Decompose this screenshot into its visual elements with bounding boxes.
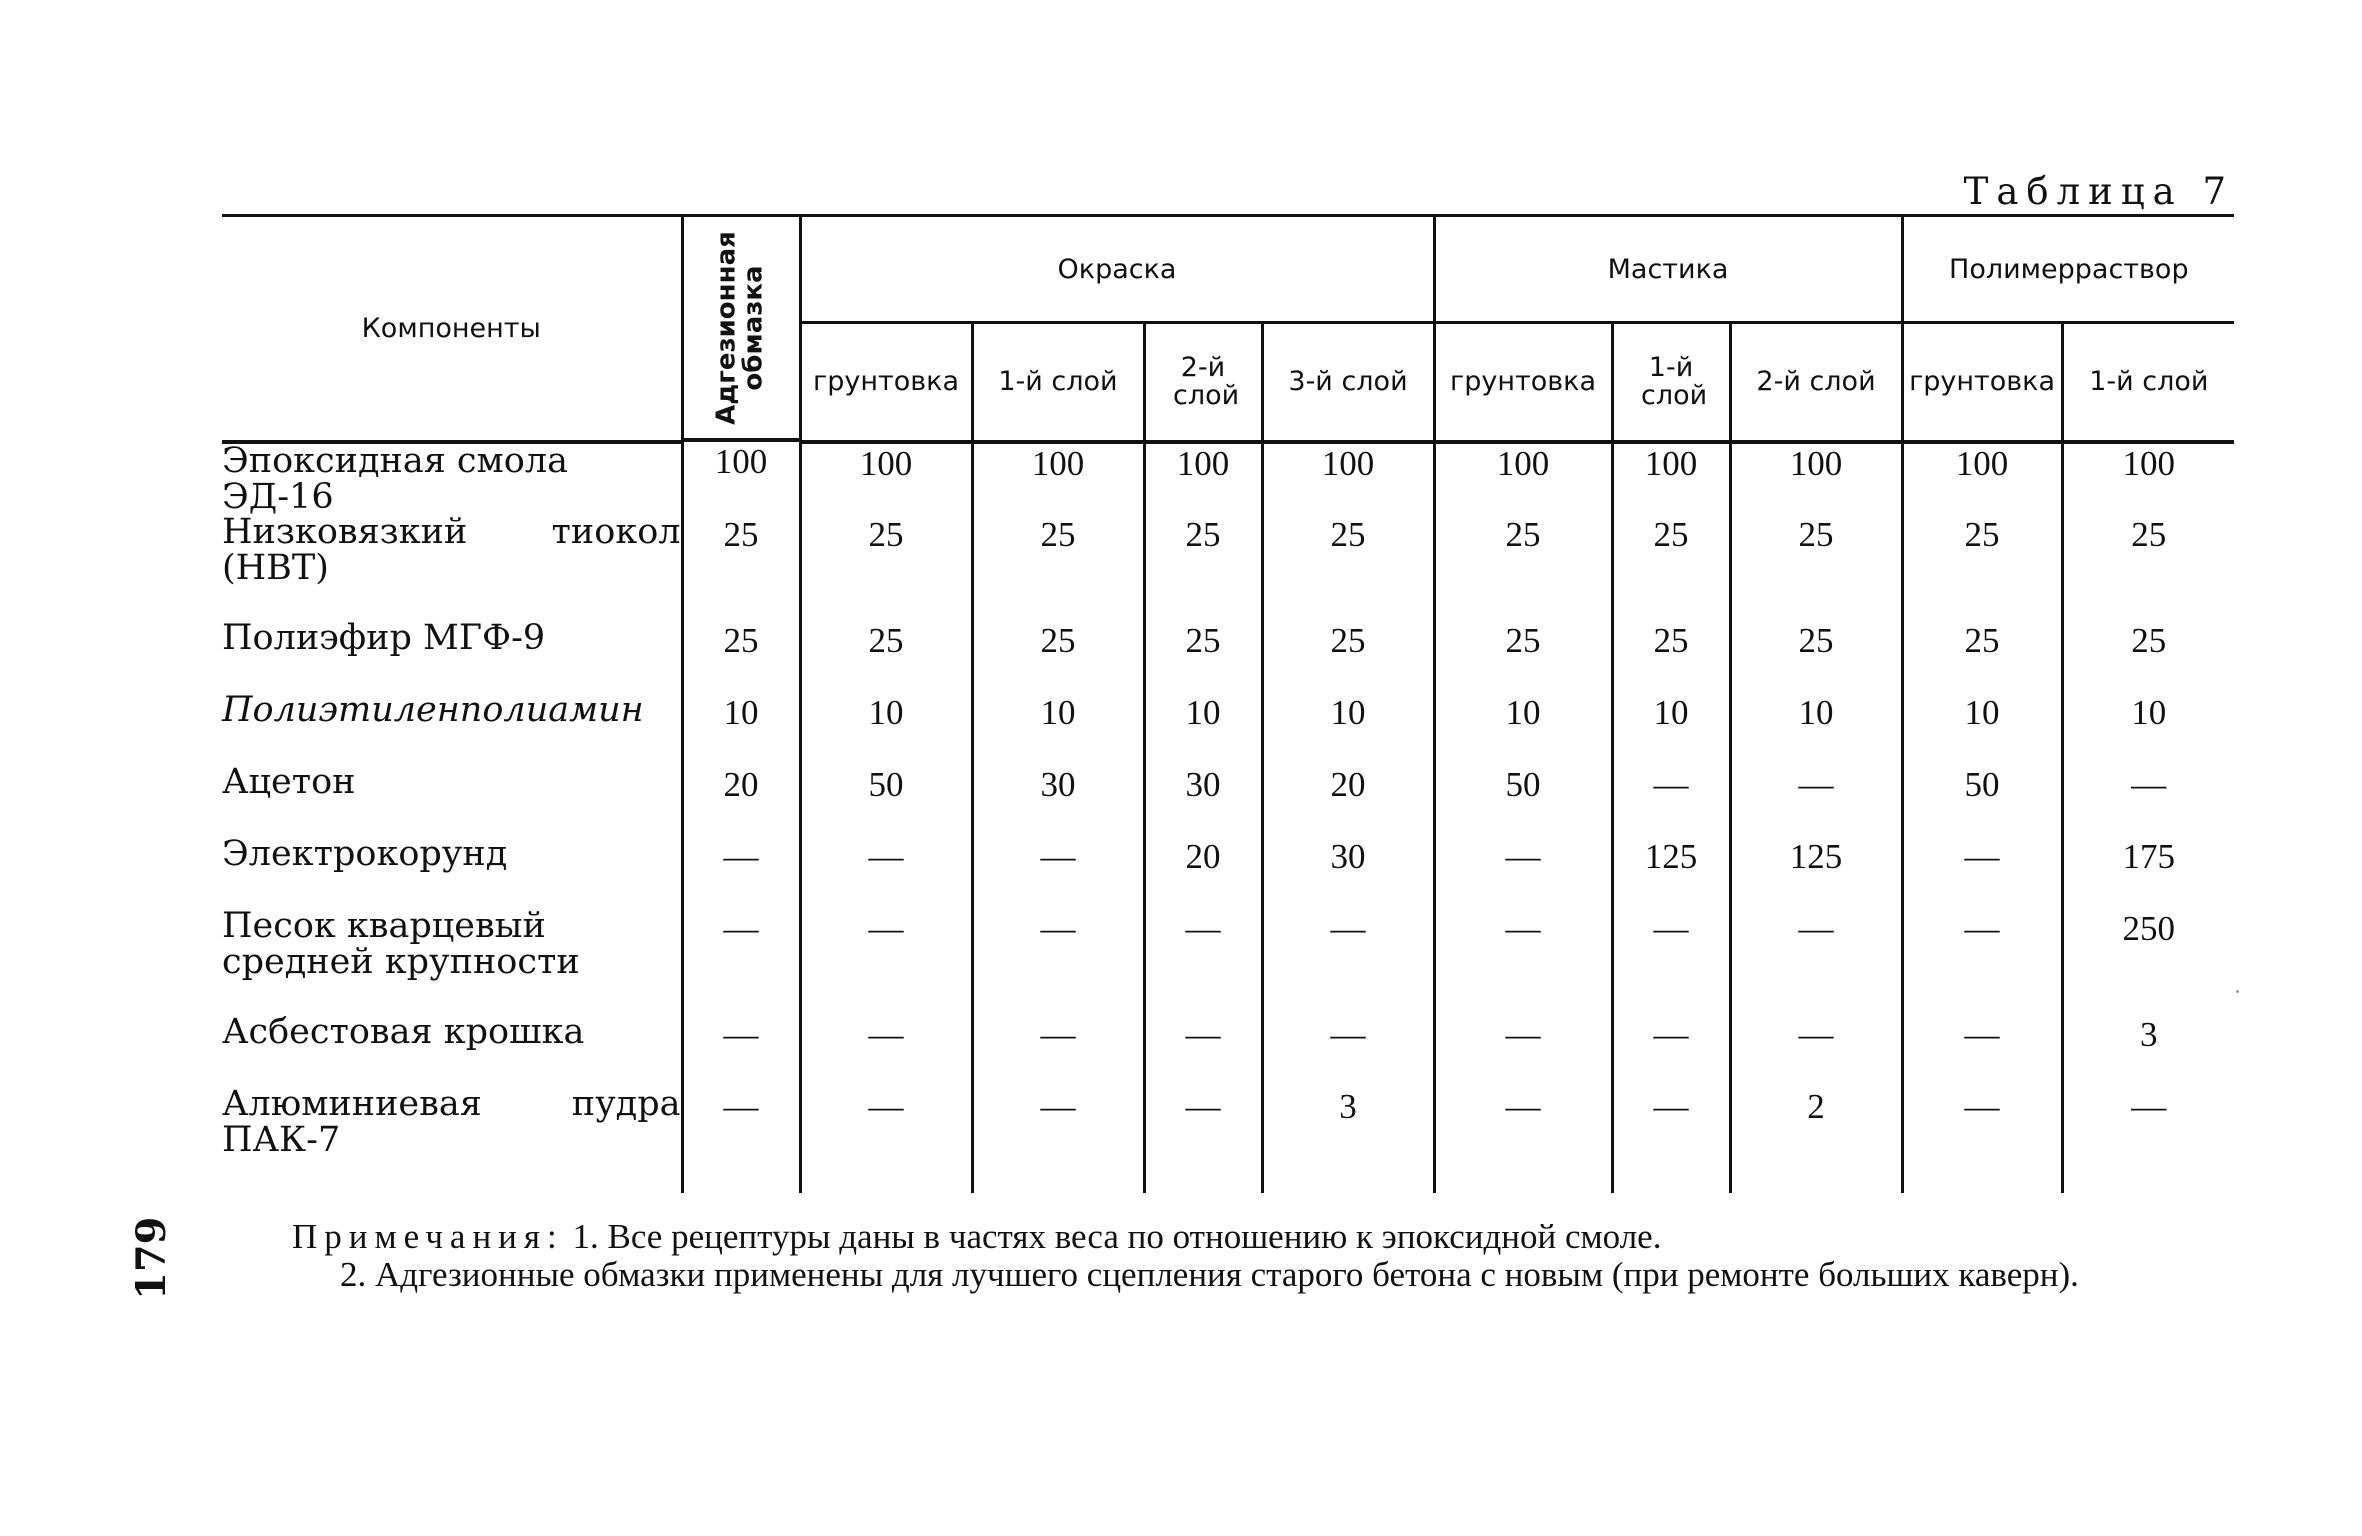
table-cell: — — [1902, 837, 2062, 909]
header-okraska-layer3: 3-й слой — [1262, 323, 1434, 443]
table-cell: — — [1902, 1015, 2062, 1087]
table-cell: 100 — [1902, 442, 2062, 515]
table-cell: 25 — [1612, 515, 1730, 621]
table-cell: — — [682, 1087, 800, 1193]
table-cell: 10 — [1144, 693, 1262, 765]
table-cell: — — [1434, 1015, 1612, 1087]
table-cell: 100 — [972, 442, 1144, 515]
table-cell: — — [972, 1015, 1144, 1087]
header-adhesion-cell — [682, 217, 800, 442]
table-cell: 10 — [1612, 693, 1730, 765]
header-okraska-layer2: 2-й слой — [1144, 323, 1262, 443]
table-cell: 25 — [1730, 621, 1902, 693]
header-components: Компоненты — [222, 217, 682, 442]
header-mastika-layer1: 1-й слой — [1612, 323, 1730, 443]
table-cell: — — [1144, 1087, 1262, 1193]
table-cell: — — [1612, 765, 1730, 837]
table-cell: 25 — [972, 621, 1144, 693]
table-cell: — — [682, 909, 800, 1015]
table-cell: 25 — [1262, 621, 1434, 693]
table-row — [222, 1015, 2234, 1087]
table-cell: — — [1144, 909, 1262, 1015]
header-group-polymer: Полимерраствор — [1902, 217, 2234, 323]
table-cell: 25 — [1434, 515, 1612, 621]
table-cell: 50 — [800, 765, 972, 837]
table-cell: — — [800, 837, 972, 909]
table-cell: — — [972, 837, 1144, 909]
table-cell: 30 — [972, 765, 1144, 837]
note-1 — [222, 1218, 2234, 1256]
table-cell: 100 — [800, 442, 972, 515]
table-notes — [222, 1218, 2234, 1294]
composition-table — [222, 217, 2234, 1193]
table-row — [222, 515, 2234, 621]
component-name: Электрокорунд — [222, 834, 508, 875]
table-cell: 50 — [1434, 765, 1612, 837]
table-cell: 10 — [1434, 693, 1612, 765]
header-mastika-gruntovka: грунтовка — [1434, 323, 1612, 443]
table-cell: 250 — [2062, 909, 2234, 1015]
table-cell: 100 — [2062, 442, 2234, 515]
header-group-okraska: Окраска — [800, 217, 1434, 323]
table-cell: 100 — [1262, 442, 1434, 515]
page-number: 179 — [128, 1216, 175, 1300]
table-cell: 25 — [800, 621, 972, 693]
table-cell: 2 — [1730, 1087, 1902, 1193]
component-name: Асбестовая крошка — [222, 1012, 585, 1053]
table-cell: — — [2062, 765, 2234, 837]
table-cell: 3 — [2062, 1015, 2234, 1087]
table-cell: 10 — [1902, 693, 2062, 765]
table-cell: 25 — [2062, 621, 2234, 693]
table-cell: 10 — [2062, 693, 2234, 765]
note-1-text: 1. Все рецептуры даны в частях веса по отношению к эпоксидной смоле. — [572, 1217, 1662, 1256]
table-row — [222, 765, 2234, 837]
table-cell: 3 — [1262, 1087, 1434, 1193]
table-cell: 25 — [1612, 621, 1730, 693]
table-cell: — — [1434, 837, 1612, 909]
notes-lead: Примечания: — [292, 1217, 564, 1256]
table-row — [222, 1087, 2234, 1193]
table-cell: 30 — [1262, 837, 1434, 909]
table-cell: — — [1434, 909, 1612, 1015]
table-cell: 10 — [972, 693, 1144, 765]
header-polymer-layer1: 1-й слой — [2062, 323, 2234, 443]
table-cell: 30 — [1144, 765, 1262, 837]
table-cell: 100 — [1144, 442, 1262, 515]
header-mastika-layer2: 2-й слой — [1730, 323, 1902, 443]
table-caption: Таблица 7 — [1963, 170, 2234, 213]
table-cell: — — [1612, 1087, 1730, 1193]
table-cell: 100 — [1612, 442, 1730, 515]
table-cell: 50 — [1902, 765, 2062, 837]
table-cell: 25 — [972, 515, 1144, 621]
table-row — [222, 693, 2234, 765]
table-cell: — — [800, 1087, 972, 1193]
table-cell: 25 — [2062, 515, 2234, 621]
table-cell: 100 — [682, 442, 800, 515]
table-row — [222, 442, 2234, 515]
table-cell: 25 — [682, 621, 800, 693]
table-cell: — — [1262, 909, 1434, 1015]
component-name: Полиэфир МГФ-9 — [222, 618, 546, 659]
table-cell: 25 — [800, 515, 972, 621]
table-cell: — — [1434, 1087, 1612, 1193]
table-cell: — — [2062, 1087, 2234, 1193]
table-cell: — — [1730, 909, 1902, 1015]
note-2: 2. Адгезионные обмазки применены для лучшего сцепления старого бетона с новым (при ремонте больших каверн). — [340, 1254, 2079, 1294]
component-name: Полиэтиленполиамин — [222, 690, 644, 731]
component-name: Ацетон — [222, 762, 356, 803]
table-cell: — — [1144, 1015, 1262, 1087]
table-cell: — — [682, 1015, 800, 1087]
component-name: Алюминиевая пудра ПАК-7 — [222, 1084, 681, 1161]
table-cell: 125 — [1730, 837, 1902, 909]
table-row — [222, 621, 2234, 693]
table-cell: 25 — [1730, 515, 1902, 621]
header-adhesion: Адгезионная обмазка — [711, 230, 769, 425]
table-cell: 10 — [1730, 693, 1902, 765]
table-cell: 25 — [1262, 515, 1434, 621]
table-cell: 25 — [1434, 621, 1612, 693]
table-cell: 20 — [1144, 837, 1262, 909]
table-cell: 25 — [1902, 515, 2062, 621]
table-cell: 20 — [682, 765, 800, 837]
header-okraska-gruntovka: грунтовка — [800, 323, 972, 443]
table-cell: 20 — [1262, 765, 1434, 837]
table-cell: 100 — [1730, 442, 1902, 515]
table-row — [222, 909, 2234, 1015]
table-cell: 10 — [800, 693, 972, 765]
table-cell: 10 — [1262, 693, 1434, 765]
table-cell: 25 — [1902, 621, 2062, 693]
scan-speck — [2236, 990, 2239, 993]
table-cell: — — [800, 1015, 972, 1087]
table-cell: 125 — [1612, 837, 1730, 909]
table-cell: — — [972, 1087, 1144, 1193]
table-cell: — — [682, 837, 800, 909]
table-cell: 100 — [1434, 442, 1612, 515]
table-cell: — — [1262, 1015, 1434, 1087]
component-name: Низковязкий тиокол (НВТ) — [222, 512, 681, 589]
table-cell: 175 — [2062, 837, 2234, 909]
table-cell: 25 — [682, 515, 800, 621]
table-cell: — — [972, 909, 1144, 1015]
table-cell: — — [1902, 1087, 2062, 1193]
table-row — [222, 837, 2234, 909]
header-okraska-layer1: 1-й слой — [972, 323, 1144, 443]
table-cell: — — [1612, 909, 1730, 1015]
table-cell: — — [1902, 909, 2062, 1015]
table-cell: — — [1730, 1015, 1902, 1087]
table-cell: — — [1612, 1015, 1730, 1087]
table-cell: 10 — [682, 693, 800, 765]
table-cell: 25 — [1144, 621, 1262, 693]
component-name: Песок кварцевый средней крупности — [222, 906, 580, 983]
header-group-mastika: Мастика — [1434, 217, 1902, 323]
component-name: Эпоксидная смола ЭД-16 — [222, 441, 568, 517]
table-cell: — — [1730, 765, 1902, 837]
header-polymer-gruntovka: грунтовка — [1902, 323, 2062, 443]
table-cell: — — [800, 909, 972, 1015]
table-cell: 25 — [1144, 515, 1262, 621]
